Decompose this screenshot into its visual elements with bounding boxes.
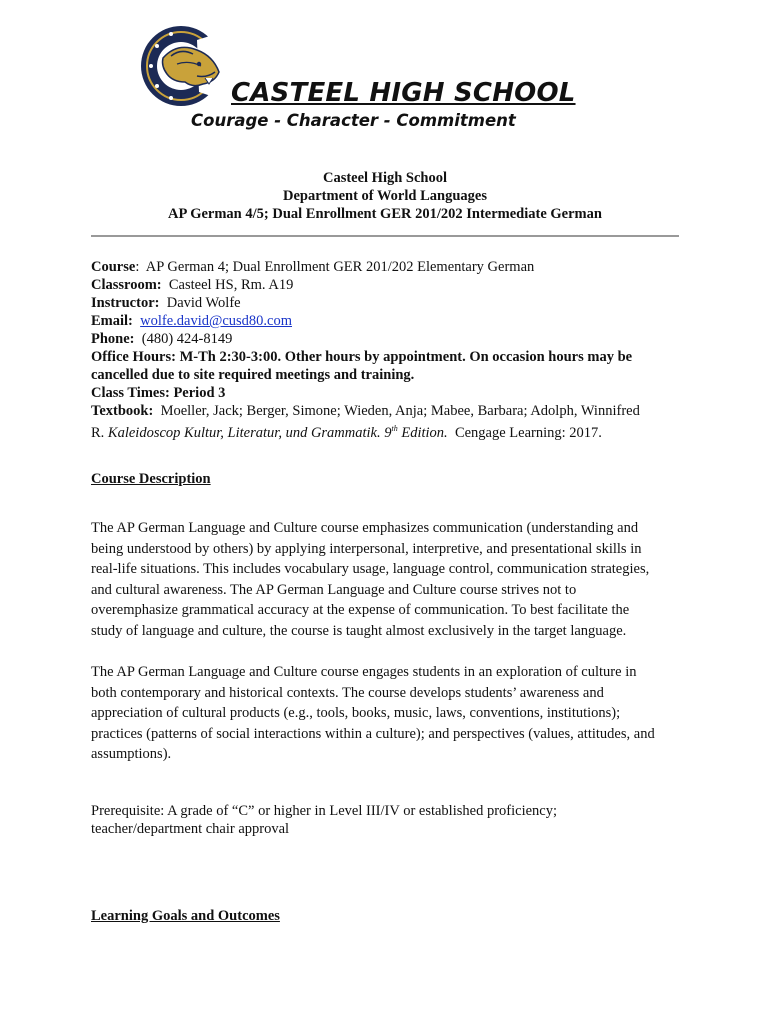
paragraph-line: appreciation of cultural products (e.g., tools, books, music, laws, conventions, institutions); (91, 705, 621, 721)
instructor-value: David Wolfe (166, 295, 241, 311)
email-link[interactable]: wolfe.david@cusd80.com (140, 313, 293, 329)
office-hours-line-1: Office Hours: M-Th 2:30-3:00. Other hours by appointment. On occasion hours may be (91, 349, 633, 365)
textbook-row (91, 402, 681, 420)
textbook-edition-word: Edition. (397, 424, 448, 441)
textbook-initial: R. (91, 424, 105, 441)
paragraph-line: practices (patterns of social interactions within a culture); and perspectives (values, attitudes, and (91, 725, 655, 742)
learning-goals-heading: Learning Goals and Outcomes (91, 908, 280, 924)
instructor-label: Instructor: (91, 295, 160, 311)
paragraph-line: real-life situations. This includes vocabulary usage, language control, communication strategies, (91, 561, 650, 577)
paragraph-line: overemphasize grammatical accuracy at the expense of communication. To best facilitate the (91, 602, 630, 618)
textbook-edition-suffix: th (391, 424, 398, 433)
paragraph-line: being understood by others) by applying interpersonal, interpretive, and presentational skills in (91, 540, 642, 557)
prerequisite-line-2: teacher/department chair approval (91, 821, 290, 837)
email-row (91, 312, 681, 330)
textbook-title: Kaleidoscop Kultur, Literatur, und Grammatik (107, 424, 377, 441)
school-motto: Courage - Character - Commitment (191, 111, 516, 130)
course-value: AP German 4; Dual Enrollment GER 201/202 Elementary German (145, 259, 535, 275)
phone-value: (480) 424-8149 (141, 331, 233, 347)
class-times: Class Times: Period 3 (91, 385, 226, 401)
course-row: Course: AP German 4; Dual Enrollment GER 201/202 Elementary German (91, 259, 535, 275)
course-description-heading: Course Description (91, 471, 211, 487)
prerequisite-line-1: Prerequisite: A grade of “C” or higher in Level III/IV or established proficiency; (91, 803, 557, 819)
textbook-authors: Moeller, Jack; Berger, Simone; Wieden, Anja; Mabee, Barbara; Adolph, Winnifred (160, 403, 640, 419)
textbook-row-2 (91, 420, 681, 442)
textbook-label: Textbook: (91, 403, 154, 419)
paragraph-line: study of language and culture, the course is taught almost exclusively in the target language. (91, 622, 627, 639)
prerequisite (91, 802, 683, 838)
textbook-publisher: Cengage Learning: 2017. (454, 424, 602, 441)
course-info (91, 258, 681, 442)
classroom-value: Casteel HS, Rm. A19 (168, 277, 294, 293)
office-hours-line-2: cancelled due to site required meetings and training. (91, 367, 415, 383)
title-line-school: Casteel High School (322, 170, 448, 186)
course-description-paragraph-2 (91, 662, 683, 765)
cougar-horseshoe-logo-icon (137, 20, 229, 112)
paragraph-line: both contemporary and historical contexts. The course develops students’ awareness and (91, 684, 604, 701)
paragraph-line: and cultural awareness. The AP German Language and Culture course strives not to (91, 581, 577, 598)
title-line-course: AP German 4/5; Dual Enrollment GER 201/202 Intermediate German (168, 206, 602, 222)
phone-row (91, 330, 681, 348)
phone-label: Phone: (91, 331, 135, 347)
classroom-row (91, 276, 681, 294)
course-description-paragraph-1 (91, 518, 683, 641)
classroom-label: Classroom: (91, 277, 162, 293)
email-label: Email: (91, 313, 133, 329)
horizontal-divider (91, 235, 679, 237)
course-label: Course (91, 259, 136, 275)
title-line-department: Department of World Languages (283, 188, 487, 204)
paragraph-line: The AP German Language and Culture course emphasizes communication (understanding and (91, 520, 639, 536)
school-title: CASTEEL HIGH SCHOOL (231, 78, 576, 108)
paragraph-line: The AP German Language and Culture course engages students in an exploration of culture in (91, 664, 637, 680)
paragraph-line: assumptions). (91, 746, 172, 762)
course-title-block (91, 169, 679, 223)
textbook-edition-number: . 9 (377, 424, 392, 441)
instructor-row (91, 294, 681, 312)
